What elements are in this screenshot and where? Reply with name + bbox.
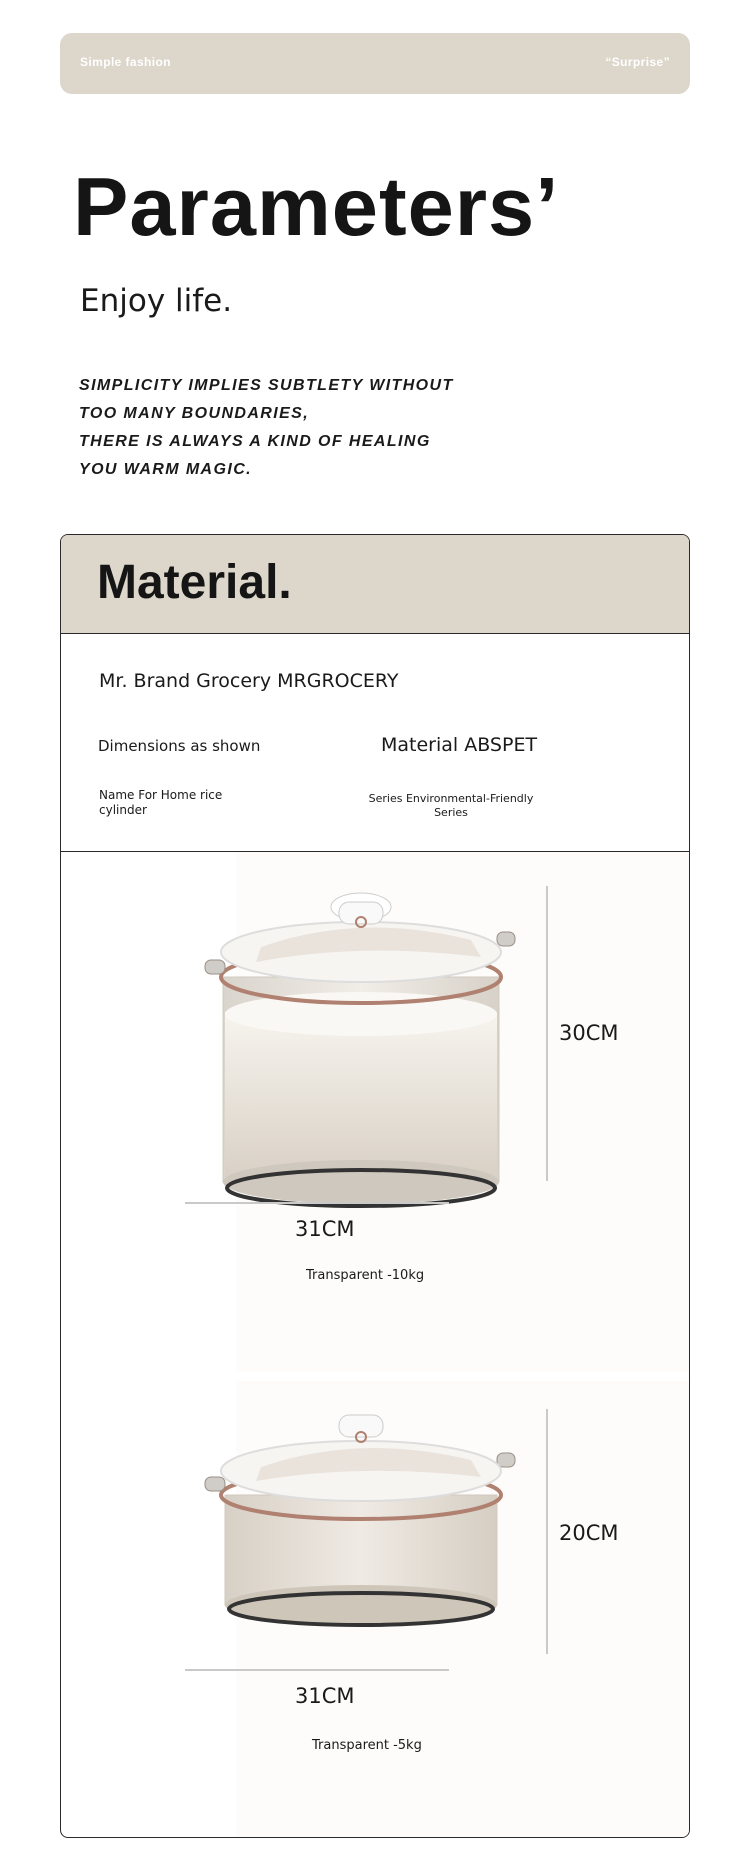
width-label: 31CM [295,1684,355,1708]
name-text: Name For Home rice cylinder [99,788,223,817]
height-label: 30CM [559,1021,619,1045]
page-subtitle: Enjoy life. [80,283,233,319]
slogan-line: SIMPLICITY IMPLIES SUBTLETY WITHOUT [79,377,454,394]
material-card [60,534,690,1838]
product-large [61,852,689,1372]
dimensions-text: Dimensions as shown [98,737,261,755]
height-dimension-line [546,886,548,1181]
width-dimension-line [185,1202,449,1204]
slogan-line: TOO MANY BOUNDARIES, [79,405,310,422]
slogan-line: THERE IS ALWAYS A KIND OF HEALING [79,433,431,450]
rice-jar-small-image [201,1405,521,1635]
header-left-text: Simple fashion [80,55,171,69]
width-label: 31CM [295,1217,355,1241]
header-right-text: “Surprise” [605,55,670,69]
rice-jar-large-image [201,882,521,1212]
product-small [61,1381,689,1837]
height-label: 20CM [559,1521,619,1545]
slogan-line: YOU WARM MAGIC. [79,461,252,478]
height-dimension-line [546,1409,548,1654]
brand-text: Mr. Brand Grocery MRGROCERY [99,670,399,692]
series-text: Series Environmental-Friendly Series [368,792,534,819]
product-caption: Transparent -10kg [306,1268,425,1283]
page-title: Parameters’ [73,160,560,253]
product-caption: Transparent -5kg [312,1738,422,1753]
material-heading: Material. [97,556,292,609]
slogan [79,372,454,484]
material-text: Material ABSPET [381,734,538,756]
width-dimension-line [185,1669,449,1671]
header-bar [60,33,690,94]
spec-info [61,634,689,852]
material-header [61,535,689,634]
